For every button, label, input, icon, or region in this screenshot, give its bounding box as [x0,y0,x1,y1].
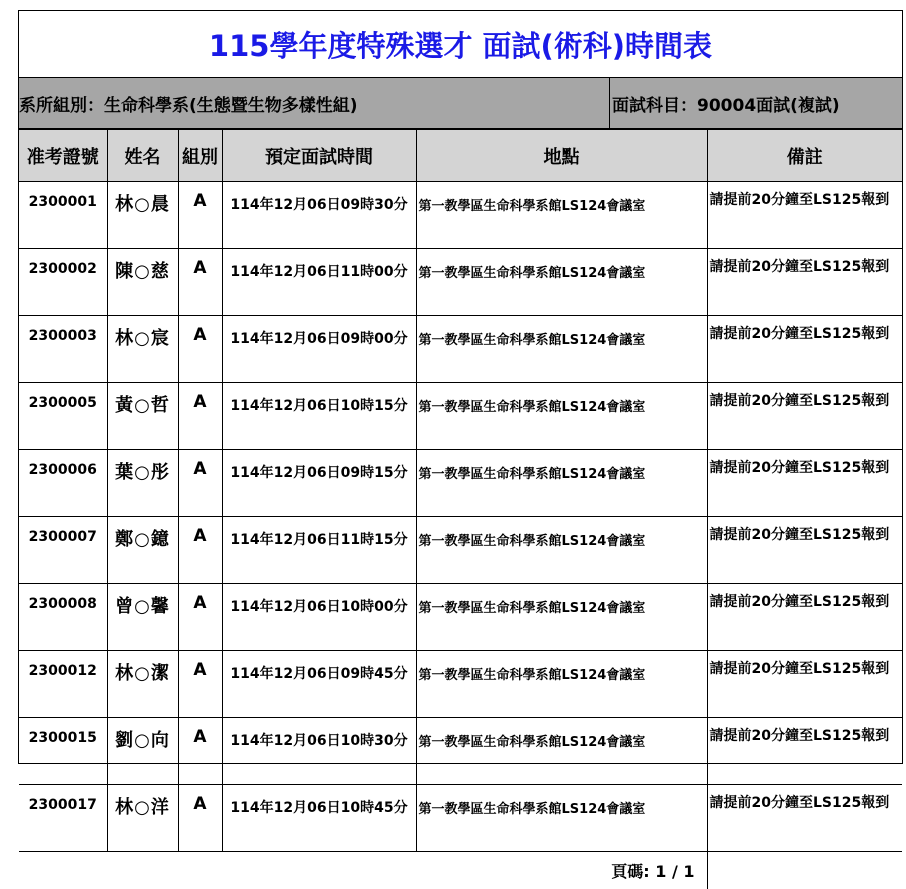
table-row [19,249,902,316]
location-cell: 第一教學區生命科學系館LS124會議室 [416,450,707,517]
interview-time-cell: 114年12月06日09時30分 [222,182,416,249]
note-cell: 請提前20分鐘至LS125報到 [707,584,902,651]
schedule-table [19,129,902,889]
table-header-row [19,130,902,182]
table-row [19,584,902,651]
interview-time-cell: 114年12月06日10時00分 [222,584,416,651]
student-id-cell: 2300005 [19,383,107,450]
location-cell: 第一教學區生命科學系館LS124會議室 [416,718,707,785]
col-header-note: 備註 [707,130,902,182]
location-cell: 第一教學區生命科學系館LS124會議室 [416,517,707,584]
location-cell: 第一教學區生命科學系館LS124會議室 [416,249,707,316]
table-row [19,785,902,852]
group-cell: A [178,517,222,584]
student-id-cell: 2300017 [19,785,107,852]
student-id-cell: 2300001 [19,182,107,249]
note-cell: 請提前20分鐘至LS125報到 [707,517,902,584]
group-cell: A [178,316,222,383]
group-cell: A [178,383,222,450]
department-label: 系所組別：生命科學系(生態暨生物多樣性組) [19,78,609,128]
interview-time-cell: 114年12月06日09時45分 [222,651,416,718]
note-cell: 請提前20分鐘至LS125報到 [707,450,902,517]
student-name-cell: 林○宸 [107,316,178,383]
interview-time-cell: 114年12月06日11時00分 [222,249,416,316]
group-cell: A [178,450,222,517]
footer-empty-cell [707,852,902,889]
footer-row [19,852,902,889]
location-cell: 第一教學區生命科學系館LS124會議室 [416,651,707,718]
student-id-cell: 2300003 [19,316,107,383]
location-cell: 第一教學區生命科學系館LS124會議室 [416,182,707,249]
student-name-cell: 陳○慈 [107,249,178,316]
student-id-cell: 2300012 [19,651,107,718]
col-header-id: 准考證號 [19,130,107,182]
note-cell: 請提前20分鐘至LS125報到 [707,383,902,450]
col-header-group: 組別 [178,130,222,182]
col-header-time: 預定面試時間 [222,130,416,182]
student-id-cell: 2300002 [19,249,107,316]
location-cell: 第一教學區生命科學系館LS124會議室 [416,584,707,651]
student-name-cell: 鄭○鐿 [107,517,178,584]
interview-time-cell: 114年12月06日09時15分 [222,450,416,517]
interview-time-cell: 114年12月06日10時45分 [222,785,416,852]
student-name-cell: 劉○向 [107,718,178,785]
student-name-cell: 林○洋 [107,785,178,852]
table-body [19,182,902,852]
group-cell: A [178,182,222,249]
interview-time-cell: 114年12月06日11時15分 [222,517,416,584]
group-cell: A [178,785,222,852]
student-name-cell: 曾○馨 [107,584,178,651]
table-row [19,718,902,785]
table-row [19,651,902,718]
info-bar [19,77,902,129]
student-name-cell: 黃○哲 [107,383,178,450]
col-header-location: 地點 [416,130,707,182]
student-id-cell: 2300006 [19,450,107,517]
note-cell: 請提前20分鐘至LS125報到 [707,785,902,852]
location-cell: 第一教學區生命科學系館LS124會議室 [416,316,707,383]
schedule-document [18,10,903,764]
table-row [19,450,902,517]
note-cell: 請提前20分鐘至LS125報到 [707,249,902,316]
interview-time-cell: 114年12月06日09時00分 [222,316,416,383]
table-row [19,316,902,383]
student-id-cell: 2300008 [19,584,107,651]
location-cell: 第一教學區生命科學系館LS124會議室 [416,383,707,450]
student-name-cell: 林○晨 [107,182,178,249]
col-header-name: 姓名 [107,130,178,182]
table-row [19,182,902,249]
student-name-cell: 林○潔 [107,651,178,718]
student-id-cell: 2300015 [19,718,107,785]
interview-time-cell: 114年12月06日10時15分 [222,383,416,450]
group-cell: A [178,249,222,316]
note-cell: 請提前20分鐘至LS125報到 [707,182,902,249]
note-cell: 請提前20分鐘至LS125報到 [707,316,902,383]
group-cell: A [178,584,222,651]
table-row [19,383,902,450]
subject-label: 面試科目：90004面試(複試) [609,78,902,128]
group-cell: A [178,651,222,718]
student-name-cell: 葉○彤 [107,450,178,517]
note-cell: 請提前20分鐘至LS125報到 [707,718,902,785]
note-cell: 請提前20分鐘至LS125報到 [707,651,902,718]
group-cell: A [178,718,222,785]
document-title: 115學年度特殊選才 面試(術科)時間表 [19,11,902,77]
location-cell: 第一教學區生命科學系館LS124會議室 [416,785,707,852]
student-id-cell: 2300007 [19,517,107,584]
interview-time-cell: 114年12月06日10時30分 [222,718,416,785]
page-number: 頁碼: 1 / 1 [19,852,707,889]
table-row [19,517,902,584]
